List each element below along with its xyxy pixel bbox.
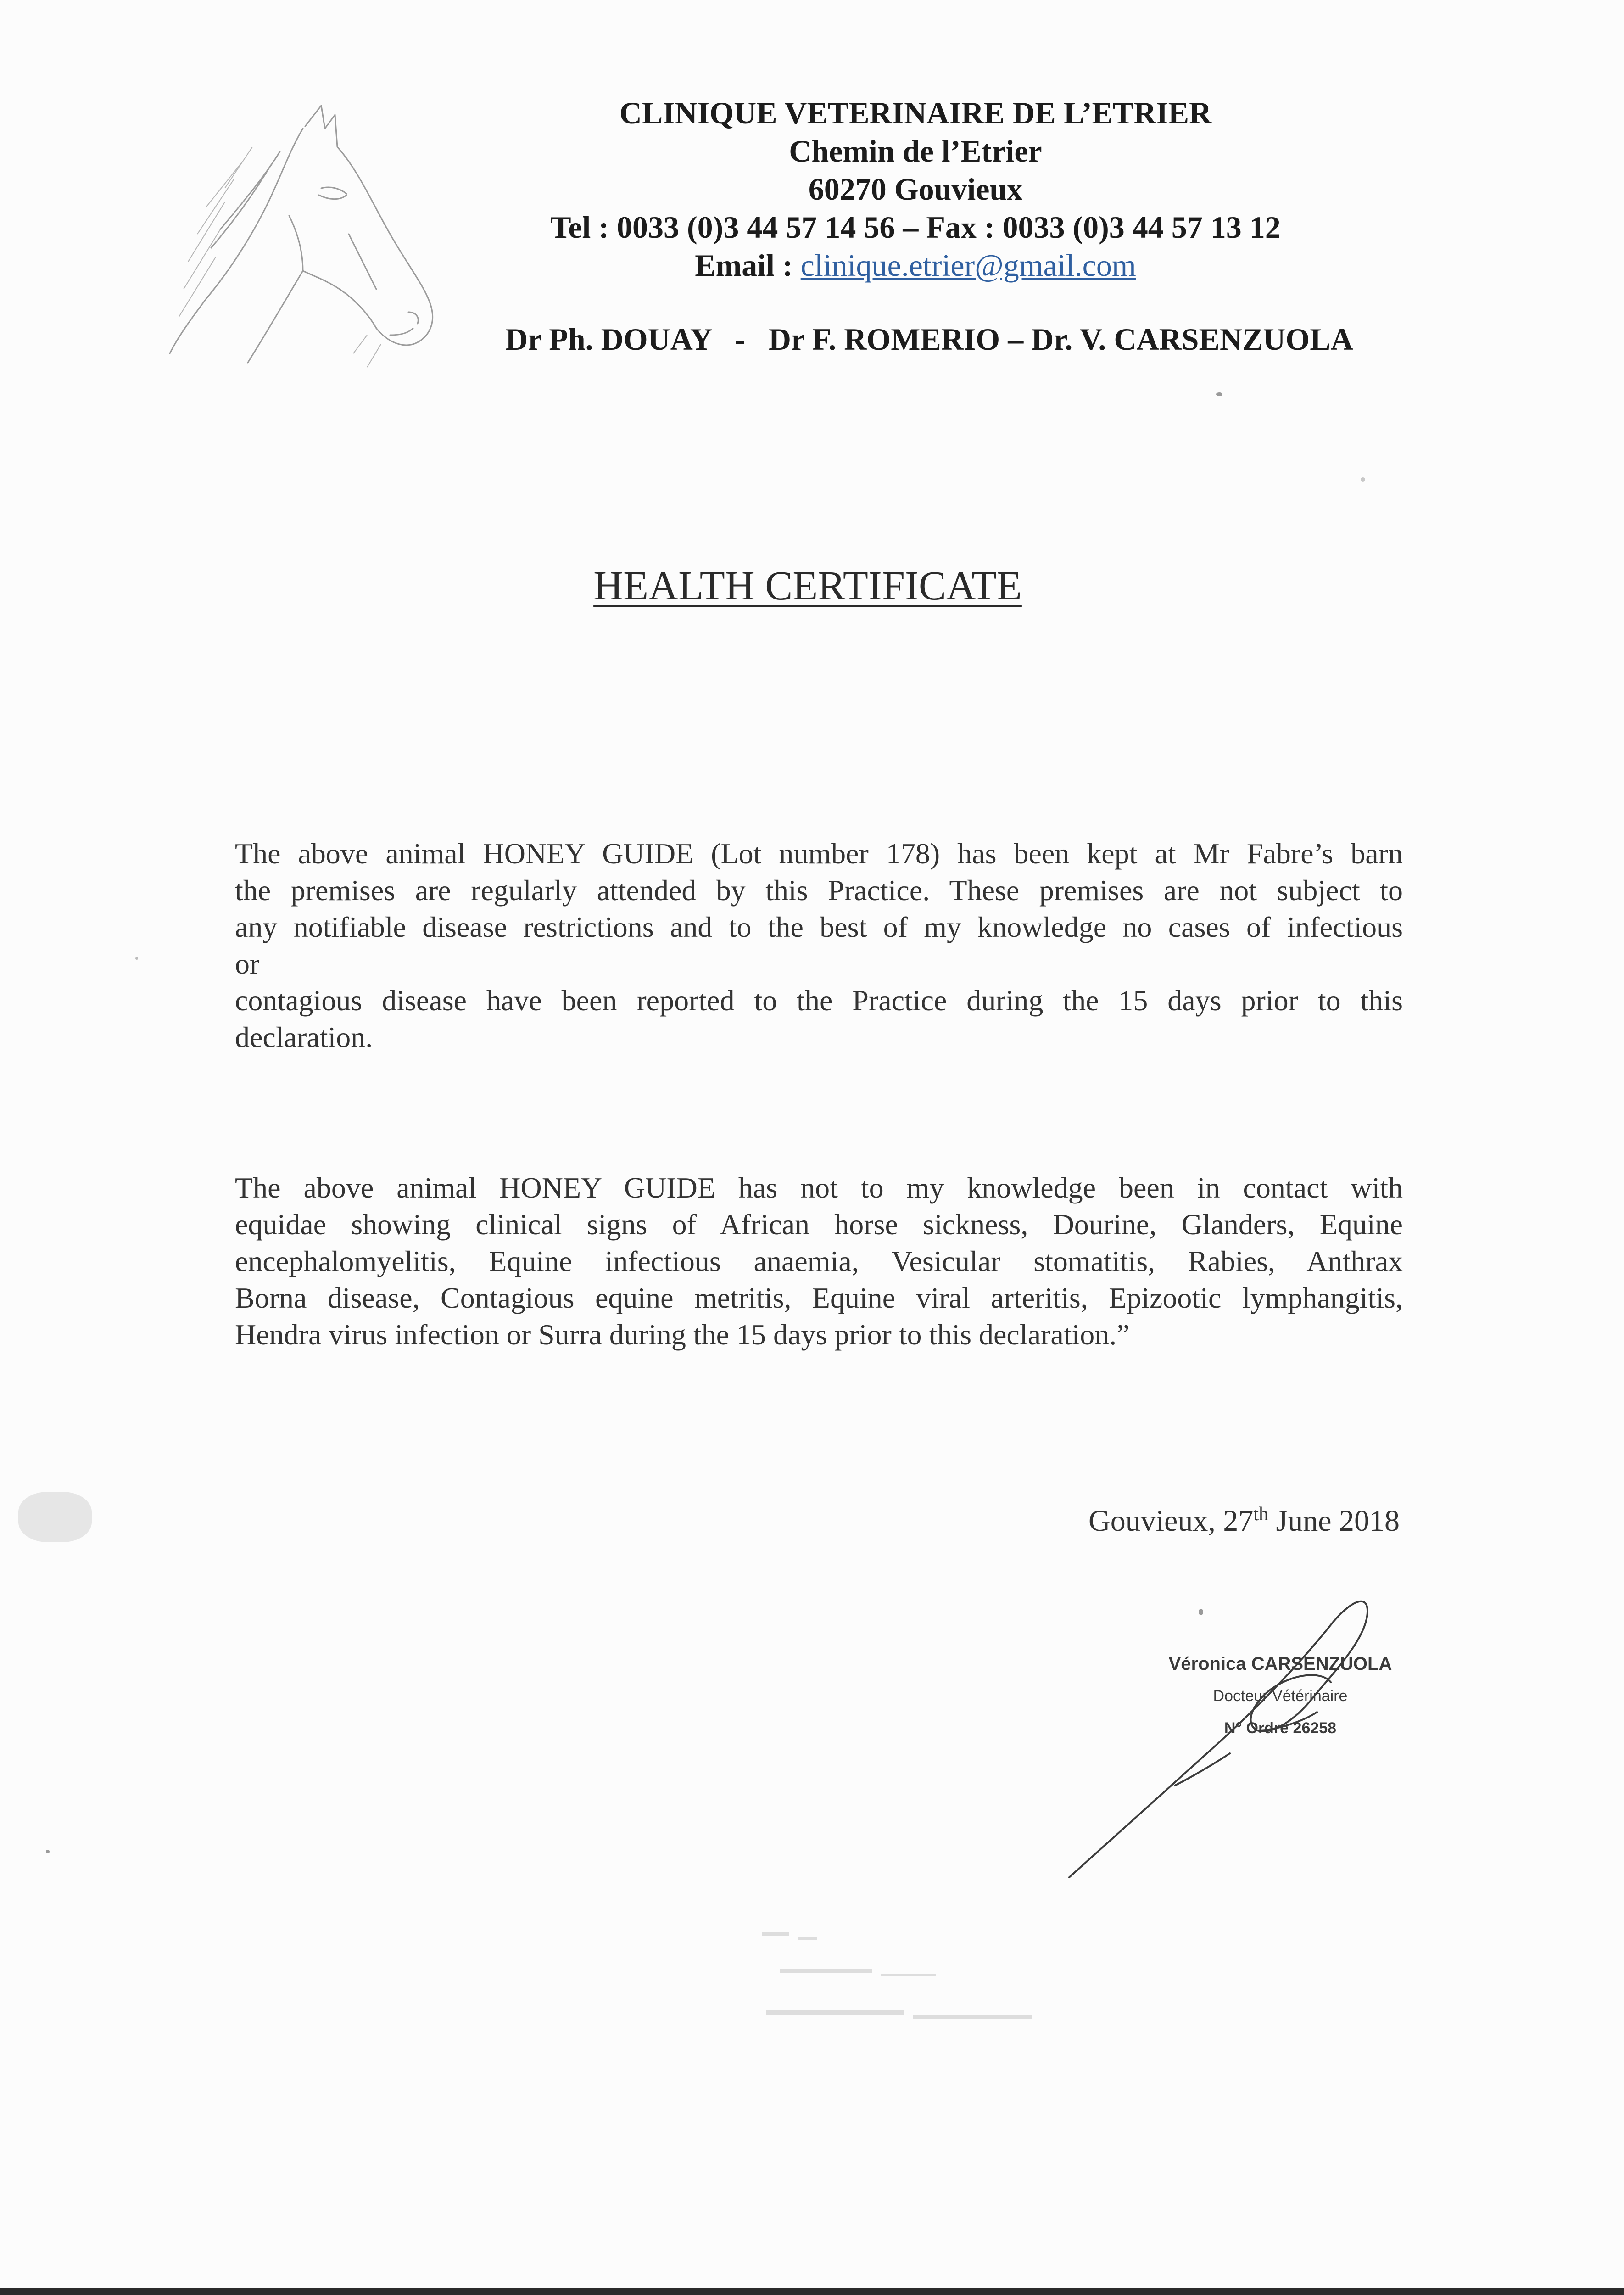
certificate-title: HEALTH CERTIFICATE: [593, 563, 1022, 609]
text-segment: The above animal: [235, 1171, 500, 1204]
clinic-name: CLINIQUE VETERINAIRE DE L’ETRIER: [619, 95, 1212, 130]
scan-bottom-edge: [0, 2288, 1624, 2295]
paragraph-line: equidae showing clinical signs of African horse sickness, Dourine, Glanders, Equine: [235, 1208, 1403, 1241]
scan-speck: [1216, 392, 1222, 396]
scan-speck: [1199, 1609, 1203, 1615]
signature-scribble: [1055, 1584, 1395, 1886]
paragraph-line: encephalomyelitis, Equine infectious anaemia, Vesicular stomatitis, Rabies, Anthrax: [235, 1245, 1403, 1277]
animal-name: HONEY GUIDE: [499, 1171, 715, 1204]
animal-name: HONEY GUIDE: [483, 837, 694, 870]
paragraph-line: Borna disease, Contagious equine metritis, Equine viral arteritis, Epizootic lymphangitis,: [235, 1282, 1403, 1314]
scan-speck: [46, 1850, 50, 1853]
date-ordinal: th: [1253, 1504, 1269, 1525]
paragraph-line: or: [235, 947, 260, 980]
paragraph-line: declaration.: [235, 1021, 373, 1053]
paragraph-line: contagious disease have been reported to the Practice during the 15 days prior to this: [235, 984, 1403, 1017]
horse-head-logo: [151, 96, 450, 395]
text-segment: has not to my knowledge been in contact with: [715, 1171, 1403, 1204]
clinic-street: Chemin de l’Etrier: [789, 134, 1042, 168]
letterhead: [459, 94, 1372, 285]
paragraph-line: [235, 835, 1403, 872]
text-segment: (Lot number 178) has been kept at Mr Fabre’s barn: [693, 837, 1403, 870]
doctors-list: Dr Ph. DOUAY - Dr F. ROMERIO – Dr. V. CARSENZUOLA: [505, 322, 1353, 357]
paragraph-line: Hendra virus infection or Surra during the 15 days prior to this declaration.”: [235, 1318, 1130, 1351]
paragraph-premises: [235, 835, 1403, 1056]
date-month-year: June 2018: [1268, 1504, 1400, 1538]
paragraph-line: any notifiable disease restrictions and to the best of my knowledge no cases of infectious: [235, 911, 1403, 943]
paragraph-line: the premises are regularly attended by this Practice. These premises are not subject to: [235, 874, 1403, 907]
date-place-day: Gouvieux, 27: [1088, 1504, 1254, 1538]
clinic-city: 60270 Gouvieux: [808, 172, 1023, 207]
vet-title: Docteur Vétérinaire: [1213, 1687, 1348, 1705]
faint-stamp-remnant: [753, 1919, 1074, 2056]
vet-order-number: N° Ordre 26258: [1224, 1719, 1337, 1737]
scan-speck: [1361, 477, 1365, 482]
paragraph-line: [235, 1170, 1403, 1206]
clinic-email-line: [459, 246, 1372, 285]
email-link[interactable]: clinique.etrier@gmail.com: [800, 248, 1136, 283]
clinic-phone-fax: Tel : 0033 (0)3 44 57 14 56 – Fax : 0033 (0)3 44 57 13 12: [550, 210, 1281, 245]
scan-speck: [135, 957, 138, 960]
signing-date: [1046, 1503, 1400, 1539]
email-label: Email :: [695, 248, 801, 283]
text-segment: The above animal: [235, 837, 483, 870]
paragraph-contact: [235, 1170, 1403, 1353]
vet-name: Véronica CARSENZUOLA: [1168, 1654, 1392, 1674]
scan-speck: [18, 1492, 92, 1542]
